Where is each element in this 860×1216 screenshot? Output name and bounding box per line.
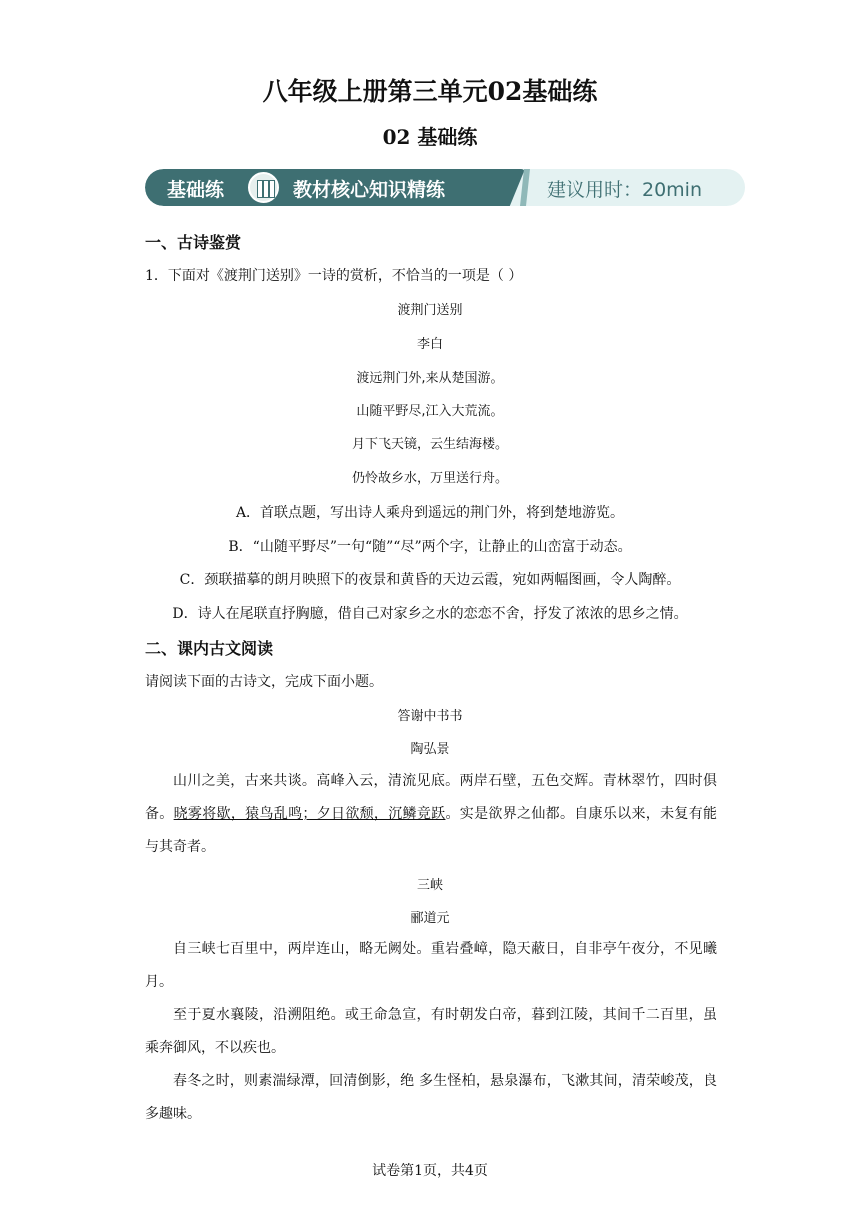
reading-instruction: 请阅读下面的古诗文，完成下面小题。 bbox=[145, 674, 383, 690]
text2-paragraph: 自三峡七百里中，两岸连山，略无阙处。重岩叠嶂，隐天蔽日，自非亭午夜分，不见曦月。 bbox=[145, 941, 717, 990]
poem-line: 渡远荆门外,来从楚国游。 bbox=[356, 371, 504, 386]
poem-line: 仍怜故乡水，万里送行舟。 bbox=[351, 471, 508, 486]
section-heading-poetry: 一、古诗鉴赏 bbox=[145, 233, 242, 252]
banner-label-basic: 基础练 bbox=[167, 179, 225, 201]
underlined-sentence: 晓雾将歇，猿鸟乱鸣；夕日欲颓，沉鳞竞跃 bbox=[173, 806, 446, 822]
text2-title: 三峡 bbox=[416, 878, 443, 893]
option-c: C．颈联描摹的朗月映照下的夜景和黄昏的天边云霞，宛如两幅图画，令人陶醉。 bbox=[179, 572, 681, 588]
text1-body bbox=[145, 765, 717, 864]
option-d: D．诗人在尾联直抒胸臆，借自己对家乡之水的恋恋不舍，抒发了浓浓的思乡之情。 bbox=[172, 606, 688, 622]
text2-paragraph: 至于夏水襄陵，沿溯阻绝。或王命急宣，有时朝发白帝，暮到江陵，其间千二百里，虽乘奔御风，不以疾也。 bbox=[145, 1007, 717, 1056]
poem-line: 山随平野尽,江入大荒流。 bbox=[356, 404, 504, 419]
page-title: 八年级上册第三单元02基础练 bbox=[262, 77, 598, 106]
option-b: B．“山随平野尽”一句“随”“尽”两个字，让静止的山峦富于动态。 bbox=[228, 539, 632, 555]
section-banner bbox=[145, 169, 745, 206]
option-a: A．首联点题，写出诗人乘舟到遥远的荆门外，将到楚地游览。 bbox=[235, 505, 625, 521]
text1-title: 答谢中书书 bbox=[397, 709, 463, 724]
book-pencil-icon bbox=[248, 172, 279, 203]
poem-author: 李白 bbox=[416, 337, 443, 352]
poem-title: 渡荆门送别 bbox=[397, 303, 463, 318]
question-1: 1．下面对《渡荆门送别》一诗的赏析，不恰当的一项是（ ） bbox=[145, 268, 523, 284]
text2-body bbox=[145, 933, 717, 1131]
banner-label-core: 教材核心知识精练 bbox=[293, 179, 446, 201]
text2-paragraph: 春冬之时，则素湍绿潭，回清倒影，绝 多生怪柏，悬泉瀑布，飞漱其间，清荣峻茂，良多趣味。 bbox=[145, 1073, 717, 1122]
text1-body-part: 。实是欲界之仙都。自康乐以来，未复有能与其奇者。 bbox=[145, 806, 718, 855]
page-footer: 试卷第1页，共4页 bbox=[372, 1163, 488, 1179]
section-heading-classical: 二、课内古文阅读 bbox=[145, 639, 274, 658]
text2-author: 郦道元 bbox=[410, 911, 450, 926]
poem-line: 月下飞天镜，云生结海楼。 bbox=[351, 437, 508, 452]
banner-label-time: 建议用时：20min bbox=[547, 179, 703, 201]
text1-body-part: 山川之美，古来共谈。高峰入云，清流见底。两岸石壁，五色交辉。青林翠竹，四时俱备。 bbox=[145, 773, 717, 822]
text1-author: 陶弘景 bbox=[410, 742, 450, 757]
page-subtitle: 02 基础练 bbox=[382, 125, 478, 149]
